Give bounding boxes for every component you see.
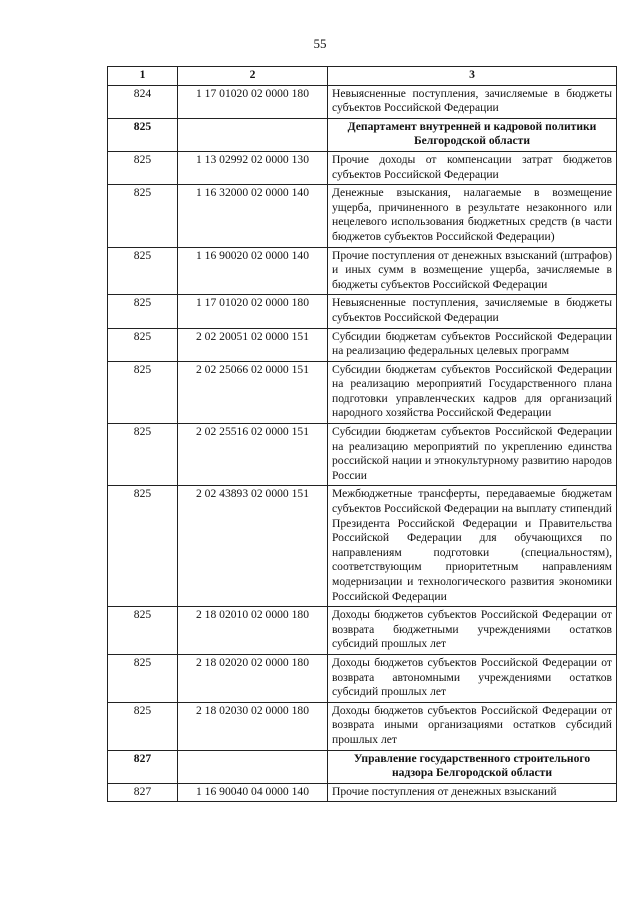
admin-code-cell: 825 — [108, 118, 178, 151]
budget-code-cell: 2 02 25066 02 0000 151 — [178, 361, 328, 423]
admin-code-cell: 825 — [108, 295, 178, 328]
table-row — [108, 151, 617, 184]
description-cell: Субсидии бюджетам субъектов Российской Федерации на реализацию мероприятий Государственного плана подготовки управленческих кадров для организаций народного хозяйства Российской Федерации — [328, 361, 617, 423]
description-cell: Прочие поступления от денежных взысканий — [328, 783, 617, 802]
column-header-1: 1 — [108, 67, 178, 86]
admin-code-cell: 825 — [108, 151, 178, 184]
table-row — [108, 424, 617, 486]
department-header-row — [108, 118, 617, 151]
admin-code-cell: 825 — [108, 185, 178, 247]
table-row — [108, 486, 617, 607]
description-cell: Невыясненные поступления, зачисляемые в бюджеты субъектов Российской Федерации — [328, 85, 617, 118]
budget-code-cell: 2 18 02020 02 0000 180 — [178, 654, 328, 702]
description-cell: Субсидии бюджетам субъектов Российской Федерации на реализацию федеральных целевых программ — [328, 328, 617, 361]
description-cell: Доходы бюджетов субъектов Российской Федерации от возврата автономными учреждениями остатков субсидий прошлых лет — [328, 654, 617, 702]
budget-code-cell: 2 02 25516 02 0000 151 — [178, 424, 328, 486]
budget-code-cell: 1 16 32000 02 0000 140 — [178, 185, 328, 247]
description-cell: Межбюджетные трансферты, передаваемые бюджетам субъектов Российской Федерации на выплату стипендий Президента Российской Федерации и Правительства Российской Федерации для обучающихся по направлениям подготовки (специальностям), соответствующим приоритетным направлениям модернизации и технологического развития экономики Российской Федерации — [328, 486, 617, 607]
description-cell: Доходы бюджетов субъектов Российской Федерации от возврата бюджетными учреждениями остатков субсидий прошлых лет — [328, 607, 617, 655]
table-row — [108, 361, 617, 423]
description-cell: Денежные взыскания, налагаемые в возмещение ущерба, причиненного в результате незаконного или нецелевого использования бюджетных средств (в части бюджетов субъектов Российской Федерации) — [328, 185, 617, 247]
admin-code-cell: 825 — [108, 361, 178, 423]
table-row — [108, 654, 617, 702]
table-row — [108, 295, 617, 328]
budget-code-cell: 1 17 01020 02 0000 180 — [178, 295, 328, 328]
table-row — [108, 328, 617, 361]
admin-code-cell: 825 — [108, 328, 178, 361]
table-row — [108, 247, 617, 295]
admin-code-cell: 825 — [108, 654, 178, 702]
description-cell: Невыясненные поступления, зачисляемые в бюджеты субъектов Российской Федерации — [328, 295, 617, 328]
budget-code-cell: 2 18 02030 02 0000 180 — [178, 702, 328, 750]
description-cell: Доходы бюджетов субъектов Российской Федерации от возврата иными организациями остатков субсидий прошлых лет — [328, 702, 617, 750]
page-number: 55 — [313, 36, 327, 51]
admin-code-cell: 825 — [108, 486, 178, 607]
table-header-row — [108, 67, 617, 86]
budget-code-cell — [178, 118, 328, 151]
column-header-2: 2 — [178, 67, 328, 86]
admin-code-cell: 825 — [108, 424, 178, 486]
income-codes-table — [107, 66, 617, 802]
admin-code-cell: 825 — [108, 607, 178, 655]
description-cell: Прочие поступления от денежных взысканий (штрафов) и иных сумм в возмещение ущерба, зачисляемые в бюджеты субъектов Российской Федерации — [328, 247, 617, 295]
budget-code-cell: 1 17 01020 02 0000 180 — [178, 85, 328, 118]
department-name-cell: Управление государственного строительного надзора Белгородской области — [328, 750, 617, 783]
description-cell: Субсидии бюджетам субъектов Российской Федерации на реализацию мероприятий по укреплению единства российской нации и этнокультурному развитию народов России — [328, 424, 617, 486]
table-row — [108, 607, 617, 655]
budget-code-cell: 2 02 43893 02 0000 151 — [178, 486, 328, 607]
description-cell: Прочие доходы от компенсации затрат бюджетов субъектов Российской Федерации — [328, 151, 617, 184]
admin-code-cell: 825 — [108, 247, 178, 295]
admin-code-cell: 824 — [108, 85, 178, 118]
budget-code-cell: 1 16 90040 04 0000 140 — [178, 783, 328, 802]
admin-code-cell: 827 — [108, 783, 178, 802]
department-name-cell: Департамент внутренней и кадровой политики Белгородской области — [328, 118, 617, 151]
table-row — [108, 85, 617, 118]
table-row — [108, 702, 617, 750]
column-header-3: 3 — [328, 67, 617, 86]
table-row — [108, 185, 617, 247]
budget-code-cell: 2 02 20051 02 0000 151 — [178, 328, 328, 361]
admin-code-cell: 825 — [108, 702, 178, 750]
table-row — [108, 783, 617, 802]
budget-code-cell: 1 13 02992 02 0000 130 — [178, 151, 328, 184]
admin-code-cell: 827 — [108, 750, 178, 783]
department-header-row — [108, 750, 617, 783]
budget-code-cell — [178, 750, 328, 783]
budget-code-cell: 1 16 90020 02 0000 140 — [178, 247, 328, 295]
budget-code-cell: 2 18 02010 02 0000 180 — [178, 607, 328, 655]
